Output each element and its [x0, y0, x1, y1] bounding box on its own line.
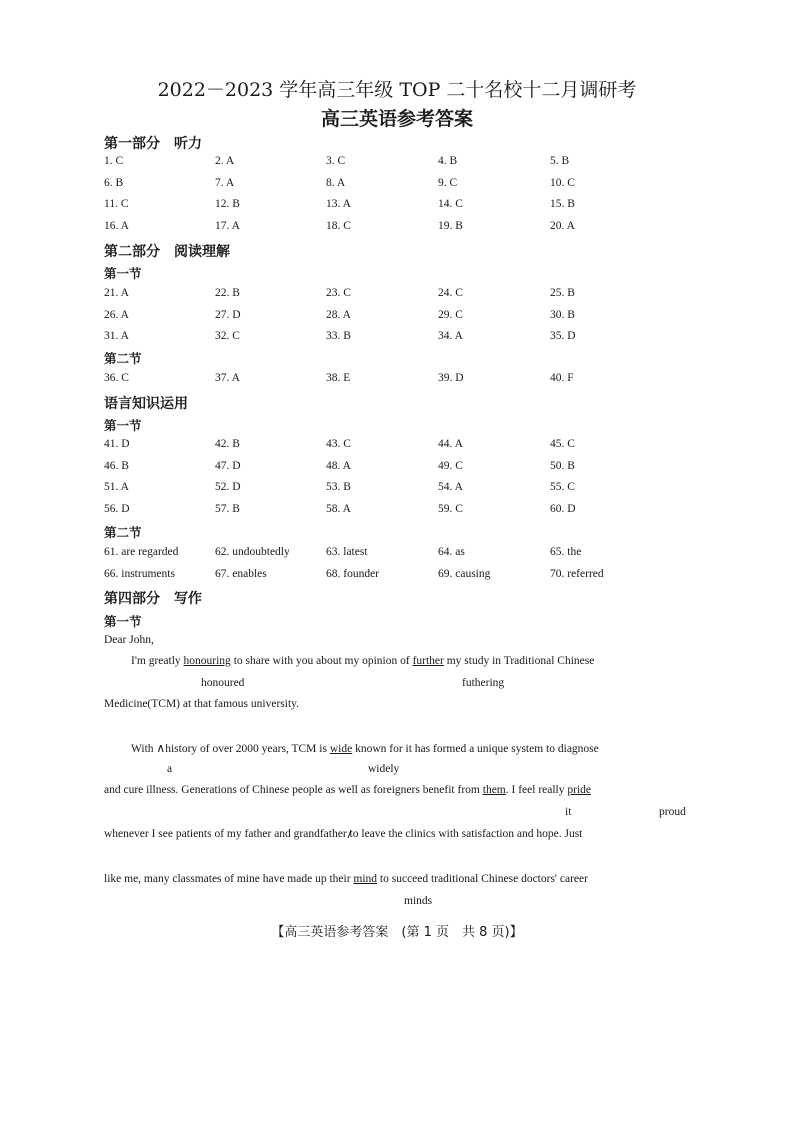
error-word: honouring [183, 655, 231, 667]
insert-caret: ∧ [156, 741, 166, 755]
text-fragment: With [131, 743, 157, 755]
answer-item: 65. the [550, 546, 582, 558]
answer-item: 13. A [326, 198, 351, 210]
answer-row [104, 330, 704, 346]
answer-item: 58. A [326, 502, 351, 515]
answer-item: 38. E [326, 372, 351, 384]
text-fragment: history of over 2000 years, TCM is [165, 743, 330, 755]
part2-section1-heading: 第一节 [104, 266, 142, 281]
document-title: 2022－2023 学年高三年级 TOP 二十名校十二月调研考 [157, 79, 637, 101]
answer-item: 24. C [438, 287, 463, 299]
answer-item: 68. founder [326, 567, 380, 580]
answer-item: 32. C [215, 330, 240, 342]
text-fragment: and cure illness. Generations of Chinese people as well as foreigners benefit from [104, 784, 483, 796]
text-fragment: known for it has formed a unique system to diagnose [352, 743, 599, 755]
answer-item: 25. B [550, 287, 575, 299]
answer-item: 14. C [438, 198, 463, 210]
answer-item: 1. C [104, 155, 124, 167]
answer-item: 42. B [215, 438, 240, 450]
answer-item: 69. causing [438, 567, 491, 580]
answer-item: 17. A [215, 219, 240, 232]
answer-item: 36. C [104, 372, 129, 384]
answer-item: 46. B [104, 459, 129, 472]
part3-section1-heading: 第一节 [104, 418, 142, 433]
answer-item: 54. A [438, 481, 463, 493]
answer-item: 59. C [438, 502, 463, 515]
answer-item: 4. B [438, 155, 458, 167]
answer-row [104, 568, 704, 584]
answer-item: 18. C [326, 219, 351, 232]
error-word: further [412, 655, 444, 667]
text-fragment: whenever I see patients of my father and grandfather [104, 828, 350, 840]
correction: proud [659, 806, 686, 818]
answer-item: 34. A [438, 330, 463, 342]
answer-item: 27. D [215, 308, 241, 321]
answer-row [104, 220, 704, 236]
text-fragment: leave the clinics with satisfaction and hope. Just [358, 828, 583, 840]
answer-item: 62. undoubtedly [215, 546, 290, 558]
answer-item: 2. A [215, 155, 235, 167]
answer-item: 41. D [104, 438, 130, 450]
part4-heading: 第四部分 写作 [104, 591, 202, 607]
answer-row [104, 155, 704, 171]
text-fragment: my study in Traditional Chinese [443, 655, 595, 667]
answer-item: 6. B [104, 176, 124, 189]
answer-item: 44. A [438, 438, 463, 450]
answer-item: 64. as [438, 546, 465, 558]
answer-row [104, 372, 704, 388]
answer-item: 5. B [550, 155, 570, 167]
error-word: pride [567, 784, 592, 796]
answer-row [104, 438, 704, 454]
correction: minds [404, 895, 433, 907]
answer-item: 15. B [550, 198, 575, 210]
part2-section2-heading: 第二节 [104, 351, 142, 366]
error-word: wide [329, 743, 353, 755]
answer-item: 60. D [550, 502, 576, 515]
document-subtitle: 高三英语参考答案 [320, 108, 473, 130]
answer-item: 56. D [104, 502, 130, 515]
answer-item: 16. A [104, 219, 129, 232]
answer-item: 67. enables [215, 567, 267, 580]
answer-item: 30. B [550, 308, 575, 321]
answer-item: 48. A [326, 459, 351, 472]
correction: futhering [462, 677, 505, 689]
answer-item: 33. B [326, 330, 351, 342]
answer-item: 37. A [215, 372, 240, 384]
part3-section2-heading: 第二节 [104, 525, 142, 540]
answer-item: 31. A [104, 330, 129, 342]
answer-item: 12. B [215, 198, 240, 210]
answer-item: 49. C [438, 459, 463, 472]
correction: a [167, 763, 173, 775]
part1-heading: 第一部分 听力 [104, 136, 202, 152]
part3-heading: 语言知识运用 [104, 396, 188, 412]
text-fragment: I'm greatly [131, 655, 184, 667]
page-footer: 【高三英语参考答案 (第 1 页 共 8 页)】 [271, 925, 523, 940]
text-fragment: to succeed traditional Chinese doctors' career [377, 873, 588, 885]
answer-item: 53. B [326, 481, 351, 493]
answer-item: 11. C [104, 198, 129, 210]
answer-item: 50. B [550, 459, 575, 472]
answer-item: 51. A [104, 481, 129, 493]
answer-row [104, 309, 704, 325]
answer-item: 61. are regarded [104, 546, 179, 558]
answer-item: 8. A [326, 176, 346, 189]
answer-row [104, 460, 704, 476]
answer-row [104, 177, 704, 193]
answer-item: 22. B [215, 287, 240, 299]
answer-row [104, 546, 704, 562]
letter-p2-line3 [104, 828, 582, 840]
answer-item: 55. C [550, 481, 575, 493]
answer-item: 3. C [326, 155, 346, 167]
answer-item: 43. C [326, 438, 351, 450]
answer-row [104, 198, 704, 214]
error-word: mind [353, 873, 378, 885]
answer-item: 29. C [438, 308, 463, 321]
answer-item: 10. C [550, 176, 575, 189]
answer-item: 9. C [438, 176, 458, 189]
correction: widely [368, 763, 400, 775]
answer-item: 20. A [550, 219, 575, 232]
part4-section1-heading: 第一节 [104, 614, 142, 629]
correction: honoured [201, 677, 245, 689]
letter-p2-line2 [104, 784, 591, 796]
answer-item: 70. referred [550, 567, 604, 580]
answer-item: 52. D [215, 481, 241, 493]
letter-p1-line1 [131, 655, 594, 667]
letter-p1-line2: Medicine(TCM) at that famous university. [104, 698, 300, 710]
answer-item: 45. C [550, 438, 575, 450]
deleted-word: to [349, 828, 359, 840]
part2-heading: 第二部分 阅读理解 [104, 244, 230, 260]
answer-item: 47. D [215, 459, 241, 472]
answer-item: 19. B [438, 219, 463, 232]
answer-row [104, 503, 704, 519]
answer-item: 7. A [215, 176, 235, 189]
answer-row [104, 481, 704, 497]
answer-item: 57. B [215, 502, 240, 515]
answer-item: 28. A [326, 308, 351, 321]
answer-row [104, 287, 704, 303]
answer-item: 23. C [326, 287, 351, 299]
letter-salutation: Dear John, [104, 634, 154, 646]
answer-item: 26. A [104, 308, 129, 321]
text-fragment: . I feel really [505, 784, 568, 796]
correction: it [565, 806, 572, 818]
text-fragment: to share with you about my opinion of [230, 655, 413, 667]
error-word: them [482, 784, 506, 796]
text-fragment: like me, many classmates of mine have made up their [104, 873, 354, 885]
answer-item: 39. D [438, 372, 464, 384]
letter-p2-line1 [131, 741, 599, 756]
letter-p2-line4 [104, 873, 588, 885]
answer-item: 21. A [104, 287, 129, 299]
answer-item: 35. D [550, 330, 576, 342]
answer-item: 40. F [550, 372, 574, 384]
answer-item: 63. latest [326, 546, 368, 558]
answer-item: 66. instruments [104, 567, 175, 580]
